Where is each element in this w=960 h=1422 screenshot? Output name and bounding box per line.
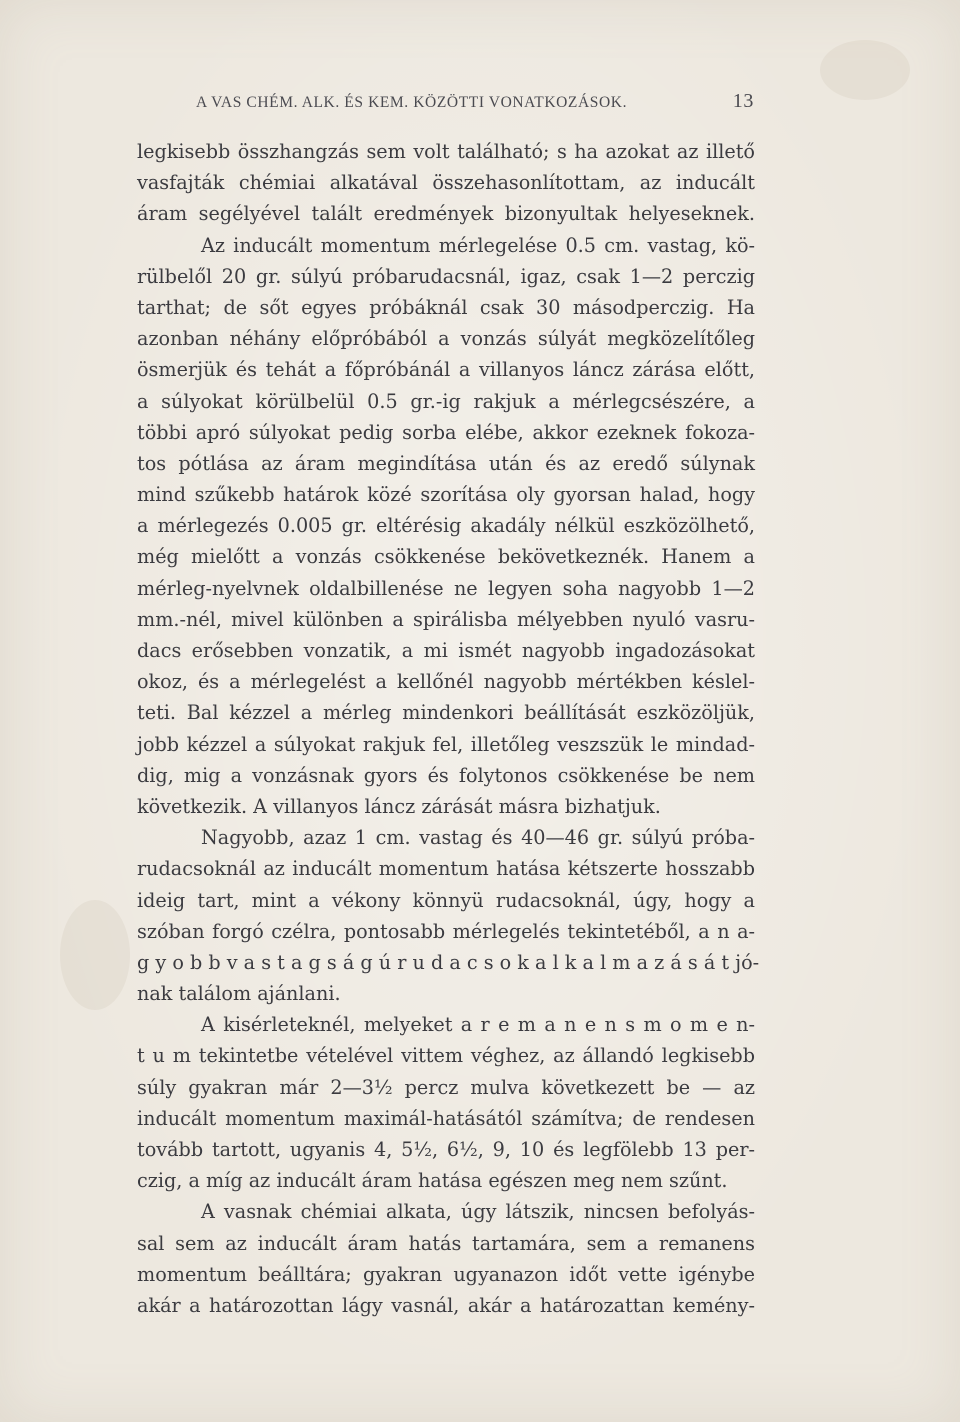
text-line: Az inducált momentum mérlegelése 0.5 cm. vastag, kö-: [201, 233, 755, 257]
text-line: a súlyokat körülbelül 0.5 gr.-ig rakjuk a mérlegcsészére, a: [137, 389, 755, 413]
text-line: A kisérleteknél, melyeket a r e m a n e n s m o m e n-: [201, 1013, 755, 1037]
text-line: tovább tartott, ugyanis 4, 5½, 6½, 9, 10 és legfölebb 13 per-: [137, 1138, 755, 1161]
text-line: dacs erősebben vonzatik, a mi ismét nagyobb ingadozásokat: [137, 639, 755, 662]
text-line: ösmerjük és tehát a főpróbánál a villanyos láncz zárása előtt,: [137, 358, 755, 382]
text-line: vasfajták chémiai alkatával összehasonlítottam, az inducált: [137, 171, 755, 195]
text-line: rudacsoknál az inducált momentum hatása kétszerte hosszabb: [137, 857, 755, 881]
page-number: 13: [732, 90, 754, 112]
text-line: legkisebb összhangzás sem volt található; s ha azokat az illető: [137, 140, 755, 163]
text-line: nak találom ajánlani.: [137, 982, 341, 1006]
text-line: akár a határozottan lágy vasnál, akár a határozattan kemény-: [137, 1293, 755, 1317]
text-line: t u m tekintetbe vételével vittem véghez, az állandó legkisebb: [137, 1044, 755, 1068]
text-line: jobb kézzel a súlyokat rakjuk fel, illetőleg veszszük le mindad-: [137, 732, 755, 756]
text-line: dig, mig a vonzásnak gyors és folytonos csökkenése be nem: [137, 763, 755, 787]
text-line: szóban forgó czélra, pontosabb mérlegelés tekintetéből, a n a-: [137, 919, 755, 943]
paper-stain: [60, 900, 130, 1010]
body-text: [137, 136, 760, 1321]
text-line: inducált momentum maximál-hatásától számítva; de rendesen: [137, 1106, 755, 1130]
text-line: Nagyobb, azaz 1 cm. vastag és 40—46 gr. súlyú próba-: [201, 826, 755, 850]
text-line: tarthat; de sőt egyes próbáknál csak 30 másodperczig. Ha: [137, 295, 755, 319]
text-line: momentum beálltára; gyakran ugyanazon időt vette igénybe: [137, 1262, 755, 1286]
text-line: mérleg-nyelvnek oldalbillenése ne legyen soha nagyobb 1—2: [137, 576, 755, 600]
paper-stain: [820, 40, 910, 100]
page-header: [196, 90, 754, 120]
text-line: mm.-nél, mivel különben a spirálisba mélyebben nyuló vasru-: [137, 607, 755, 631]
text-line: mind szűkebb határok közé szorítása oly gyorsan halad, hogy: [137, 483, 755, 507]
text-line: következik. A villanyos láncz zárását másra bizhatjuk.: [137, 794, 661, 818]
text-line: a mérlegezés 0.005 gr. eltérésig akadály nélkül eszközölhető,: [137, 514, 755, 538]
text-line: teti. Bal kézzel a mérleg mindenkori beállítását eszközöljük,: [137, 701, 755, 725]
text-line: sal sem az inducált áram hatás tartamára, sem a remanens: [137, 1231, 755, 1255]
text-line: tos pótlása az áram megindítása után és az eredő súlynak: [137, 451, 755, 475]
text-line: g y o b b v a s t a g s á g ú r u d a c s o k a l k a l m a z á s á t jó-: [137, 950, 760, 974]
text-line: súly gyakran már 2—3½ percz mulva következett be — az: [137, 1075, 755, 1099]
text-line: még mielőtt a vonzás csökkenése bekövetkeznék. Hanem a: [137, 545, 755, 569]
text-line: czig, a míg az inducált áram hatása egészen meg nem szűnt.: [137, 1169, 728, 1193]
text-line: áram segélyével talált eredmények bizonyultak helyeseknek.: [137, 202, 755, 226]
text-line: azonban néhány előpróbából a vonzás súlyát megközelítőleg: [137, 327, 755, 351]
text-line: többi apró súlyokat pedig sorba elébe, akkor ezeknek fokoza-: [137, 420, 755, 444]
text-line: A vasnak chémiai alkata, úgy látszik, nincsen befolyás-: [201, 1200, 755, 1224]
text-line: okoz, és a mérlegelést a kellőnél nagyobb mértékben késlel-: [137, 670, 755, 694]
text-line: ideig tart, mint a vékony könnyü rudacsoknál, úgy, hogy a: [137, 888, 755, 912]
running-head: A VAS CHÉM. ALK. ÉS KEM. KÖZÖTTI VONATKOZÁSOK.: [196, 94, 628, 111]
text-line: rülbelől 20 gr. súlyú próbarudacsnál, igaz, csak 1—2 perczig: [137, 264, 755, 288]
